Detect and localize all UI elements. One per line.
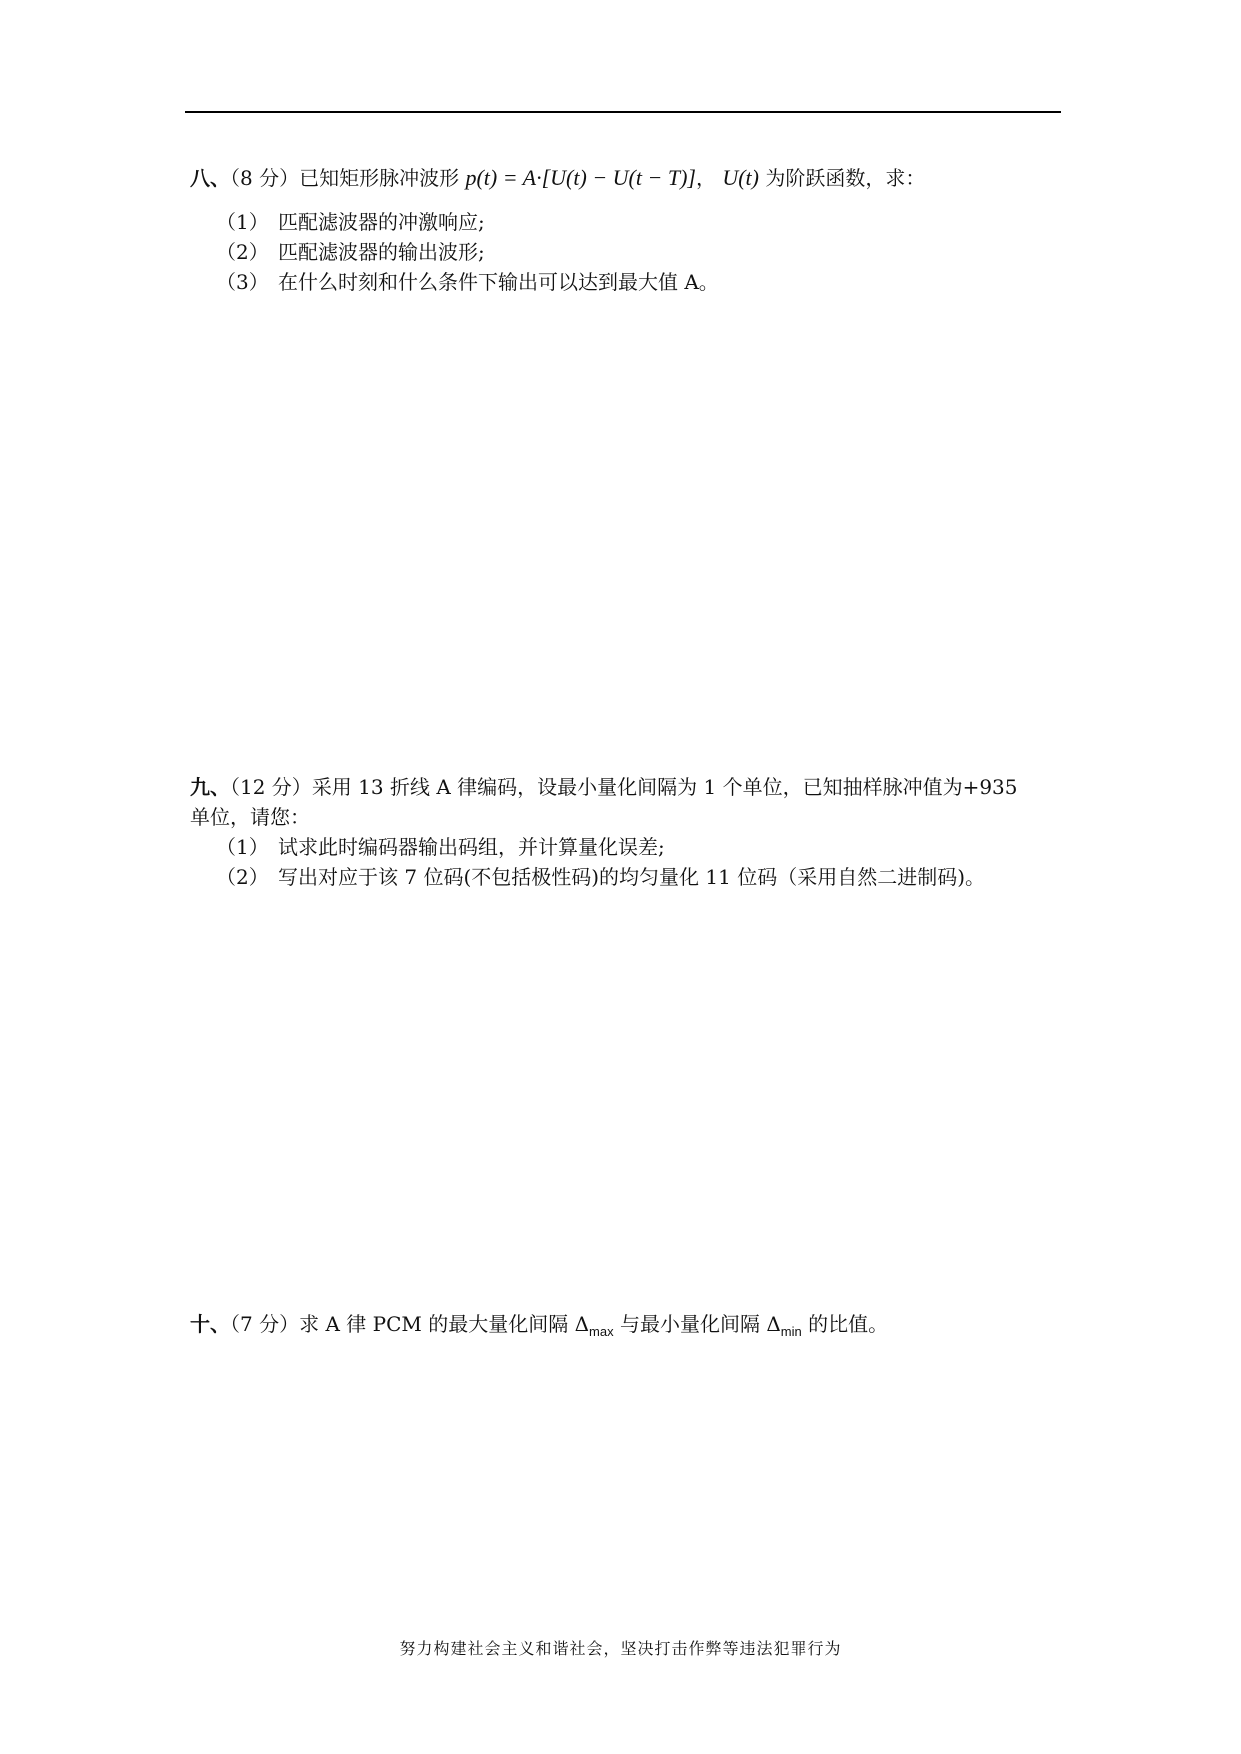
question-text: 求 A 律 PCM 的最大量化间隔	[299, 1312, 569, 1336]
question-label: 九、	[190, 775, 230, 799]
question-score: （7 分）	[230, 1312, 300, 1336]
formula: p(t) = A·[U(t) − U(t − T)]	[465, 165, 696, 190]
question-text: 单位，请您：	[190, 805, 310, 829]
question-text: 采用 13 折线 A 律编码，设最小量化间隔为 1 个单位，已知抽样脉冲值为+935	[311, 775, 1018, 799]
sub-question: （1） 匹配滤波器的冲激响应;	[216, 210, 485, 234]
question-text: 为阶跃函数，求：	[765, 166, 926, 190]
formula: U(t)	[722, 165, 759, 190]
sub-question: （2） 匹配滤波器的输出波形;	[216, 240, 485, 264]
subscript-max: max	[589, 1324, 614, 1339]
question-10	[190, 1309, 1062, 1347]
question-score: （8 分）	[230, 166, 300, 190]
question-text: ，	[695, 166, 716, 190]
page-footer: 努力构建社会主义和谐社会，坚决打击作弊等违法犯罪行为	[399, 1639, 842, 1658]
question-label: 八、	[190, 166, 230, 190]
question-8	[190, 163, 1062, 297]
question-text: 已知矩形脉冲波形	[299, 166, 460, 190]
question-9-stem	[190, 772, 1062, 802]
delta-symbol: Δ	[766, 1312, 781, 1336]
question-9	[190, 772, 1062, 892]
sub-question: （1） 试求此时编码器输出码组，并计算量化误差;	[216, 835, 665, 859]
sub-question: （2） 写出对应于该 7 位码(不包括极性码)的均匀量化 11 位码（采用自然二进制码)。	[216, 865, 986, 889]
sub-question: （3） 在什么时刻和什么条件下输出可以达到最大值 A。	[216, 270, 719, 294]
question-8-stem	[190, 163, 1062, 193]
header-rule	[185, 111, 1061, 113]
question-text: 与最小量化间隔	[619, 1312, 760, 1336]
question-text: 的比值。	[808, 1312, 889, 1336]
subscript-min: min	[780, 1324, 802, 1339]
question-10-stem	[190, 1309, 1062, 1347]
delta-symbol: Δ	[574, 1312, 590, 1336]
question-label: 十、	[190, 1312, 230, 1336]
question-score: （12 分）	[230, 775, 312, 799]
